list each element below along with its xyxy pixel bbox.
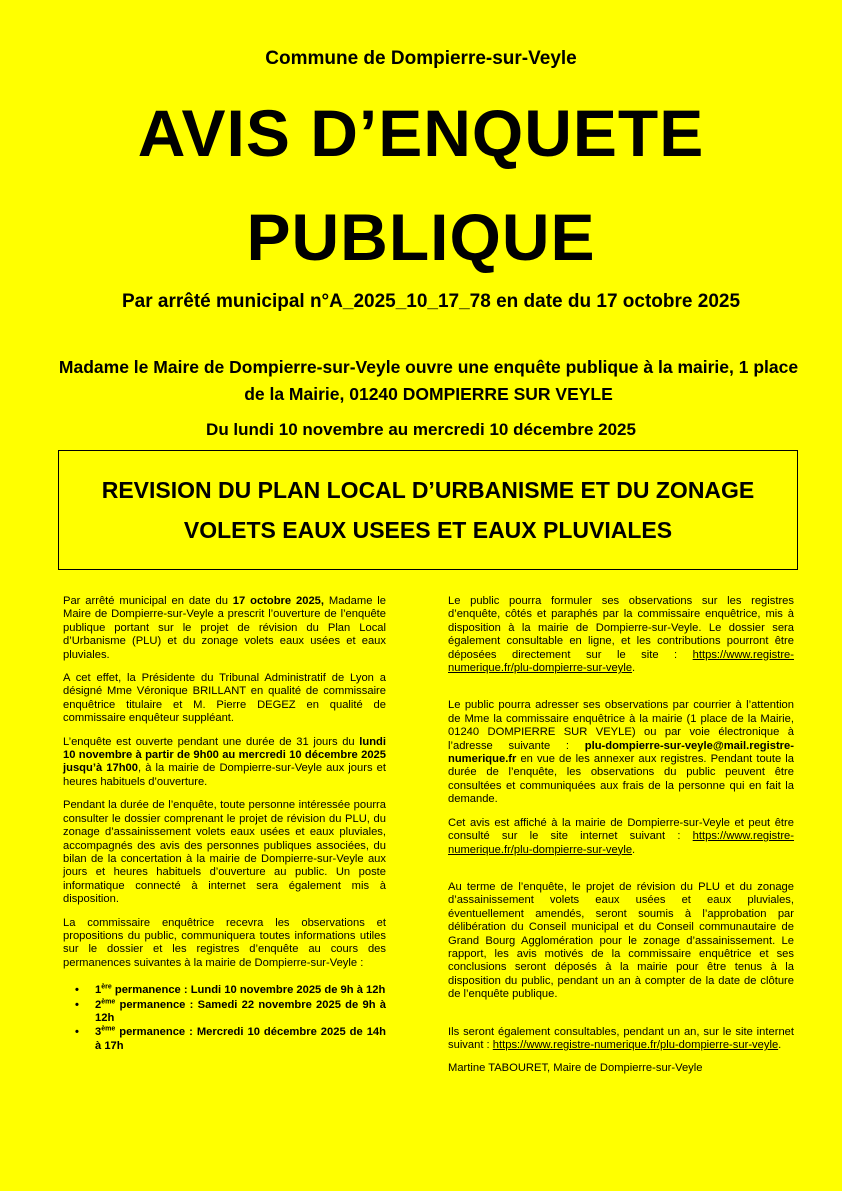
text-span: 2 bbox=[95, 998, 102, 1011]
commune-name: Commune de Dompierre-sur-Veyle bbox=[265, 48, 577, 69]
permanences-list bbox=[63, 984, 386, 1053]
text-span: Le public pourra formuler ses observations sur les registres d’enquête, côtés et paraphés par la commissaire enquêtrice, mis à disposition à la mairie de Dompierre-sur-Veyle. Le dossier sera également consultable en ligne, et les contributions pourront être déposées directement sur le site : bbox=[448, 595, 794, 661]
text-span: Ils seront également consultables, pendant un an, sur le site internet suivant : bbox=[448, 1025, 794, 1051]
paragraph-commissaire: A cet effet, la Présidente du Tribunal Administratif de Lyon a désigné Mme Véronique BRILLANT en qualité de commissaire enquêtrice titulaire et M. Pierre DEGEZ en qualité de commissaire enquêteur suppléant. bbox=[63, 672, 386, 725]
paragraph-arrete bbox=[63, 595, 386, 662]
text-span: Madame le Maire de Dompierre-sur-Veyle a prescrit l’ouverture de l’enquête publique portant sur le projet de révision du Plan Local d’Urbanisme (PLU) et du zonage volets eaux usées et eaux pluviales. bbox=[63, 595, 386, 661]
arrete-date: 17 octobre 2025, bbox=[232, 595, 325, 607]
text-span: , à la mairie de Dompierre-sur-Veyle aux jours et heures habituels d’ouverture. bbox=[63, 762, 386, 788]
text-span: permanence : Lundi 10 novembre 2025 de 9h à 12h bbox=[111, 984, 386, 997]
text-span: ère bbox=[101, 983, 112, 991]
text-span: ème bbox=[101, 1025, 116, 1033]
notice-title-line1: AVIS D’ENQUETE bbox=[137, 96, 705, 170]
text-span: permanence : Mercredi 10 décembre 2025 de 14h à 17h bbox=[95, 1026, 386, 1052]
text-span: 1 bbox=[95, 984, 102, 997]
inquiry-period: lundi 10 novembre à partir de 9h00 au mercredi 10 décembre 2025 jusqu’à 17h00 bbox=[63, 735, 386, 775]
paragraph-registers: Le public pourra formuler ses observations sur les registres d’enquête, côtés et paraphés par la commissaire enquêtrice, mis à disposition à la mairie de Dompierre-sur-Veyle. Le dossier sera également consultable en ligne, et les contributions pourront être déposées directement sur le site : https://www.registre-numerique.fr/plu-dompierre-sur-veyle. bbox=[448, 595, 794, 675]
paragraph-duration bbox=[63, 736, 386, 790]
inquiry-object-box bbox=[58, 450, 798, 570]
list-item bbox=[77, 984, 386, 997]
paragraph-courrier bbox=[448, 699, 794, 806]
registre-link[interactable]: https://www.registre-numerique.fr/plu-dompierre-sur-veyle bbox=[448, 648, 794, 675]
paragraph-affichage: Cet avis est affiché à la mairie de Dompierre-sur-Veyle et peut être consulté sur le site internet suivant : https://www.registre-numerique.fr/plu-dompierre-sur-veyle. bbox=[448, 816, 794, 856]
text-span: en vue de les annexer aux registres. Pendant toute la durée de l’enquête, les observations du public peuvent être consultées et communiquées aux frais de la personne qui en fait la demande. bbox=[448, 753, 794, 806]
mayor-announcement: Madame le Maire de Dompierre-sur-Veyle ouvre une enquête publique à la mairie, 1 place de la Mairie, 01240 DOMPIERRE SUR VEYLE bbox=[58, 357, 799, 404]
text-span: ème bbox=[101, 997, 116, 1005]
text-span: L’enquête est ouverte pendant une durée de 31 jours du bbox=[63, 735, 360, 748]
notice-title-line2: PUBLIQUE bbox=[246, 200, 596, 274]
right-column bbox=[448, 595, 794, 1086]
inquiry-object-text: REVISION DU PLAN LOCAL D’URBANISME ET DU ZONAGE VOLETS EAUX USEES ET EAUX PLUVIALES bbox=[101, 477, 755, 543]
text-span: permanence : Samedi 22 novembre 2025 de 9h à 12h bbox=[95, 998, 386, 1024]
text-span: 3 bbox=[95, 1026, 102, 1039]
text-span: Le public pourra adresser ses observations par courrier à l’attention de Mme la commissaire enquêtrice à la mairie (1 place de la Mairie, 01240 DOMPIERRE SUR VEYLE) ou par voie électronique à l’adresse suivante : bbox=[448, 699, 794, 752]
left-column bbox=[63, 595, 386, 1054]
email-address[interactable]: plu-dompierre-sur-veyle@mail.registre-numerique.fr bbox=[448, 739, 794, 766]
paragraph-consultable: Ils seront également consultables, pendant un an, sur le site internet suivant : https://www.registre-numerique.fr/plu-dompierre-sur-veyle. bbox=[448, 1025, 794, 1051]
paragraph-permanences-intro: La commissaire enquêtrice recevra les observations et propositions du public, communiquera toutes informations utiles sur le dossier et les registres d’enquête au cours des permanences suivantes à la mairie de Dompierre-sur-Veyle : bbox=[63, 916, 386, 969]
paragraph-approbation: Au terme de l’enquête, le projet de révision du PLU et du zonage d’assainissement volets eaux usées et eaux pluviales, éventuellement amendés, seront soumis à l’approbation par délibération du Conseil municipal et du Conseil communautaire de Grand Bourg Agglomération pour le zonage d’assainissement. Le rapport, les avis motivés de la commissaire enquêtrice et ses conclusions seront déposés à la mairie pour être tenus à la disposition du public, pendant un an à compter de la date de clôture de l’enquête publique. bbox=[448, 880, 794, 1001]
arrete-reference: Par arrêté municipal n°A_2025_10_17_78 en date du 17 octobre 2025 bbox=[121, 291, 741, 312]
list-item bbox=[77, 999, 386, 1026]
list-item bbox=[77, 1026, 386, 1053]
registre-link[interactable]: https://www.registre-numerique.fr/plu-dompierre-sur-veyle bbox=[492, 1038, 779, 1051]
signature: Martine TABOURET, Maire de Dompierre-sur-Veyle bbox=[448, 1062, 703, 1075]
registre-link[interactable]: https://www.registre-numerique.fr/plu-dompierre-sur-veyle bbox=[448, 830, 794, 856]
inquiry-dates: Du lundi 10 novembre au mercredi 10 décembre 2025 bbox=[206, 420, 636, 439]
text-span: Par arrêté municipal en date du bbox=[63, 595, 233, 607]
paragraph-consultation: Pendant la durée de l’enquête, toute personne intéressée pourra consulter le dossier comprenant le projet de révision du PLU, du zonage d’assainissement volets eaux usées et eaux pluviales, accompagnés des avis des personnes publiques associées, du bilan de la concertation à la mairie de Dompierre-sur-Veyle aux jours et heures habituels d’ouverture au public. Un poste informatique connecté à internet sera également mis à disposition. bbox=[63, 799, 386, 906]
text-span: Cet avis est affiché à la mairie de Dompierre-sur-Veyle et peut être consulté sur le site internet suivant : bbox=[448, 816, 794, 843]
